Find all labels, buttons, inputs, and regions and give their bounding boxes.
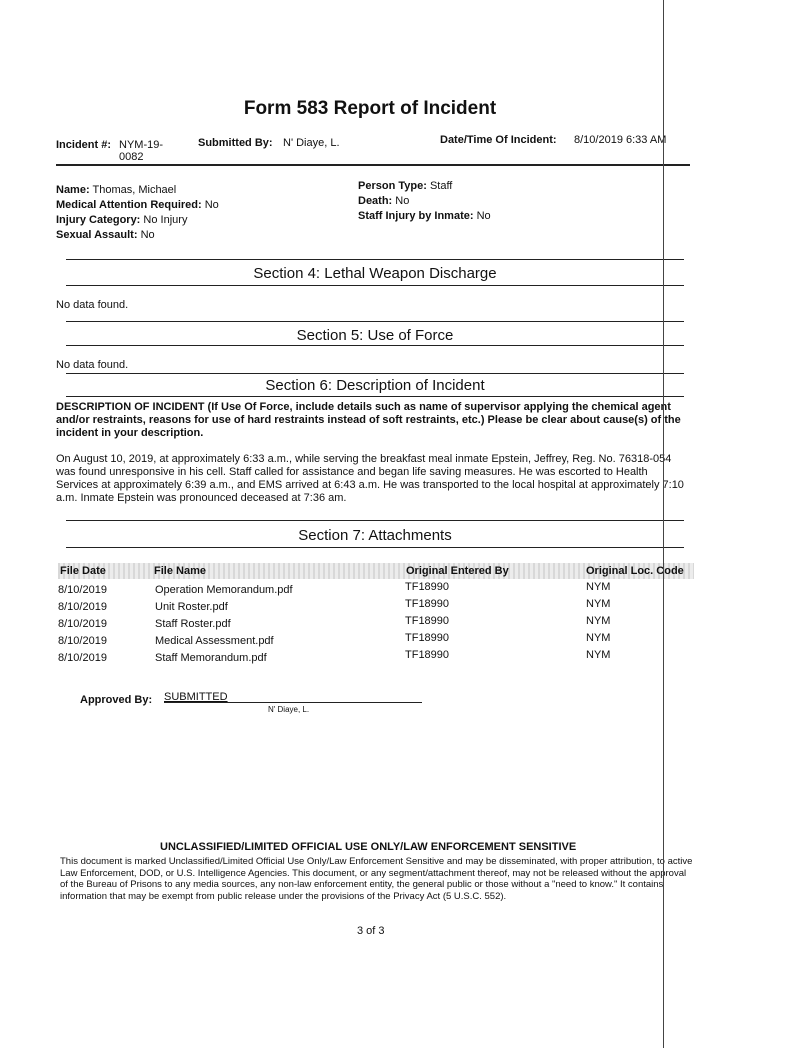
section7-top-rule	[66, 520, 684, 521]
section4-title: Section 4: Lethal Weapon Discharge	[253, 265, 497, 282]
incident-datetime-label: Date/Time Of Incident:	[440, 134, 557, 146]
header-rule	[56, 164, 690, 166]
incident-number-label: Incident #:	[56, 139, 112, 151]
approved-by-value: SUBMITTED	[164, 691, 228, 703]
incident-number-value-cont: 0082	[119, 151, 144, 163]
description-instructions: DESCRIPTION OF INCIDENT (If Use Of Force, include details such as name of supervisor applying the chemical agent and/or restraints, reasons for use of hard restraints instead of soft restraints, etc.) Please be clear about cause(s) of the incident in your description.	[56, 401, 681, 439]
section5-top-rule	[66, 321, 684, 322]
col-entered-by: Original Entered By	[406, 565, 509, 577]
attachments-header-row	[58, 563, 694, 579]
col-loc-code: Original Loc. Code	[586, 565, 684, 577]
section6-bottom-rule	[66, 396, 684, 397]
page-number: 3 of 3	[357, 925, 385, 937]
submitted-by-value: N' Diaye, L.	[283, 137, 340, 149]
description-narrative: On August 10, 2019, at approximately 6:33 a.m., while serving the breakfast meal inmate Epstein, Jeffrey, Reg. No. 76318-054 was found unresponsive in his cell. Staff called for assistance and began life saving measures. He was escorted to Health Services at approximately 6:39 a.m., and EMS arrived at 6:43 a.m. He was transported to the local hospital at approximately 7:10 a.m. Inmate Epstein was pronounced deceased at 7:36 am.	[56, 453, 684, 504]
classification-notice: This document is marked Unclassified/Limited Official Use Only/Law Enforcement Sensitive and may be disseminated, with proper attribution, to active Law Enforcement, DOD, or U.S. Intelligence Agencies. This document, or any segment/attachment thereof, may not be released without the approval of the Bureau of Prisons to any media sources, any non-law enforcement entity, the general public or those without a "need to know." It contains information that may be exempt from public release under the provisions of the Privacy Act (5 U.S.C. 552).	[60, 856, 693, 902]
incident-datetime-value: 8/10/2019 6:33 AM	[574, 134, 667, 146]
section7-title: Section 7: Attachments	[298, 527, 452, 544]
section6-title: Section 6: Description of Incident	[265, 377, 485, 394]
approver-name: N' Diaye, L.	[268, 705, 310, 714]
submitted-by-label: Submitted By:	[198, 137, 273, 149]
section6-top-rule	[66, 373, 684, 374]
person-type: Person Type: Staff	[358, 180, 453, 192]
col-file-name: File Name	[154, 565, 206, 577]
medical-attention: Medical Attention Required: No	[56, 199, 219, 211]
section4-body: No data found.	[56, 299, 129, 311]
death: Death: No	[358, 195, 410, 207]
scan-artifact-line	[663, 0, 664, 1048]
sexual-assault: Sexual Assault: No	[56, 229, 155, 241]
section5-title: Section 5: Use of Force	[296, 327, 454, 344]
col-file-date: File Date	[60, 565, 106, 577]
section5-bottom-rule	[66, 345, 684, 346]
staff-injury: Staff Injury by Inmate: No	[358, 210, 491, 222]
approved-by-label: Approved By:	[80, 694, 153, 706]
injury-category: Injury Category: No Injury	[56, 214, 188, 226]
form-title: Form 583 Report of Incident	[243, 98, 497, 119]
person-name: Name: Thomas, Michael	[56, 184, 177, 196]
section7-bottom-rule	[66, 547, 684, 548]
approval-signature-line	[164, 702, 422, 703]
incident-number-value: NYM-19-	[119, 139, 164, 151]
section4-top-rule	[66, 259, 684, 260]
section5-body: No data found.	[56, 359, 129, 371]
section4-bottom-rule	[66, 285, 684, 286]
classification-heading: UNCLASSIFIED/LIMITED OFFICIAL USE ONLY/LAW ENFORCEMENT SENSITIVE	[160, 841, 577, 853]
